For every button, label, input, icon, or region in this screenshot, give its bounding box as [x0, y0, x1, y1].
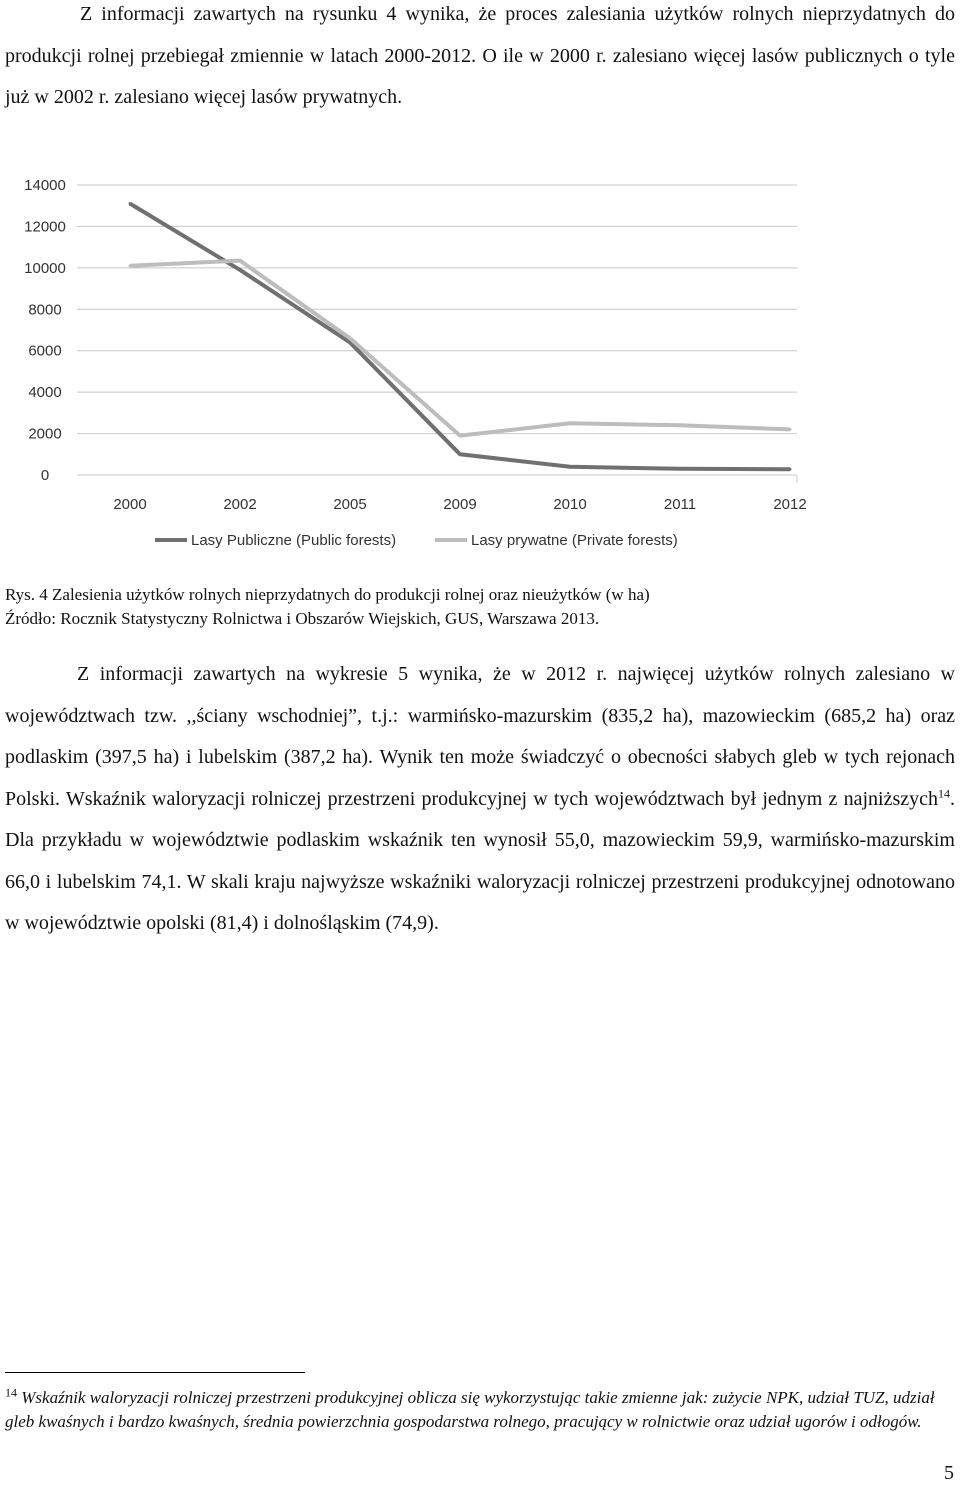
- y-tick-label-10000: 10000: [24, 259, 66, 277]
- series-2-point-2011: [679, 424, 682, 427]
- analysis-text-part1: Z informacji zawartych na wykresie 5 wynika, że w 2012 r. najwięcej użytków rolnych zalesiano w województwach tzw. ,,ściany wschodniej”, t.j.: warmińsko-mazurskim (835,2 ha), mazowieckim (685,2 ha) oraz podlaskim (397,5 ha) i lubelskim (387,2 ha). Wynik ten może świadczyć o obecności słabych gleb w tych rejonach Polski. Wskaźnik waloryzacji rolniczej przestrzeni produkcyjnej w tych województwach był jednym z najniższych: [5, 663, 955, 810]
- series-1-point-2009: [459, 453, 462, 456]
- series-2-point-2010: [569, 422, 572, 425]
- analysis-paragraph: [5, 654, 955, 945]
- chart-gridlines: [77, 185, 797, 483]
- caption-source: Źródło: Rocznik Statystyczny Rolnictwa i Obszarów Wiejskich, GUS, Warszawa 2013.: [5, 609, 600, 628]
- x-tick-label-2005: 2005: [333, 496, 367, 513]
- legend-label-1: Lasy Publiczne (Public forests): [191, 532, 397, 549]
- footnote-text: Wskaźnik waloryzacji rolniczej przestrzeni produkcyjnej oblicza się wykorzystując takie zmienne jak: zużycie NPK, udział TUZ, udział gleb kwaśnych i bardzo kwaśnych, średnia powierzchnia gospodarstwa rolnego, pracujący w rolnictwie oraz udział ugorów i odłogów.: [5, 1388, 935, 1431]
- caption-title: Rys. 4 Zalesienia użytków rolnych nieprzydatnych do produkcji rolnej oraz nieużytków (w ha): [5, 585, 650, 604]
- afforestation-line-chart: [0, 165, 960, 575]
- footnote-divider: [5, 1372, 305, 1373]
- legend-label-2: Lasy prywatne (Private forests): [471, 532, 678, 549]
- x-tick-label-2010: 2010: [553, 496, 587, 513]
- footnote: [5, 1386, 955, 1434]
- y-tick-label-12000: 12000: [24, 218, 66, 236]
- x-tick-label-2011: 2011: [663, 496, 697, 513]
- y-tick-label-6000: 6000: [28, 342, 62, 360]
- y-tick-label-0: 0: [40, 467, 50, 484]
- x-axis-ticks: [113, 496, 806, 513]
- y-tick-label-2000: 2000: [28, 425, 62, 443]
- series-1-point-2002: [239, 268, 242, 271]
- y-tick-label-8000: 8000: [28, 301, 62, 319]
- x-tick-label-2002: 2002: [223, 496, 257, 513]
- intro-paragraph: Z informacji zawartych na rysunku 4 wynika, że proces zalesiania użytków rolnych nieprzydatnych do produkcji rolnej przebiegał zmiennie w latach 2000-2012. O ile w 2000 r. zalesiano więcej lasów publicznych o tyle już w 2002 r. zalesiano więcej lasów prywatnych.: [5, 3, 955, 108]
- series-1-point-2010: [569, 465, 572, 468]
- series-2-point-2002: [239, 259, 242, 262]
- series-2-point-2000: [129, 264, 132, 267]
- chart-legend: [155, 532, 678, 549]
- page-number: 5: [944, 1462, 954, 1484]
- series-1-point-2011: [679, 467, 682, 470]
- series-1-point-2000: [129, 202, 132, 205]
- y-axis-ticks: [24, 177, 66, 484]
- footnote-number: 14: [5, 1385, 17, 1400]
- chart-canvas: [0, 165, 960, 575]
- analysis-text-part2: . Dla przykładu w województwie podlaskim wskaźnik ten wynosił 55,0, mazowieckim 59,9, warmińsko-mazurskim 66,0 i lubelskim 74,1. W skali kraju najwyższe wskaźniki waloryzacji rolniczej przestrzeni produkcyjnej odnotowano w województwie opolski (81,4) i dolnośląskim (74,9).: [5, 787, 955, 934]
- series-line-1: [130, 204, 790, 470]
- y-tick-label-4000: 4000: [28, 384, 62, 402]
- x-tick-label-2000: 2000: [113, 496, 147, 513]
- y-tick-label-14000: 14000: [24, 177, 66, 194]
- series-1-point-2012: [789, 468, 792, 471]
- chart-series: [129, 202, 792, 471]
- x-tick-label-2012: 2012: [773, 496, 807, 513]
- series-2-point-2005: [349, 337, 352, 340]
- x-tick-label-2009: 2009: [443, 496, 477, 513]
- figure-caption: [5, 583, 955, 631]
- series-2-point-2009: [459, 434, 462, 437]
- series-2-point-2012: [789, 428, 792, 431]
- footnote-reference[interactable]: 14: [938, 785, 950, 800]
- series-line-2: [130, 261, 790, 436]
